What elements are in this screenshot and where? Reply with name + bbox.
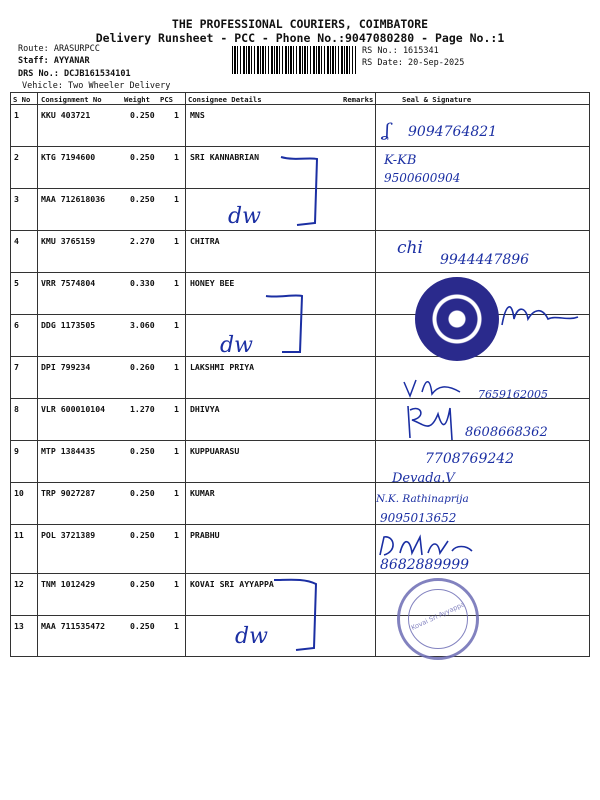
cell-sno: 6: [14, 320, 19, 330]
cell-consignment-no: TNM 1012429: [41, 579, 96, 589]
cell-pcs: 1: [174, 194, 179, 204]
cell-consignee: DHIVYA: [190, 404, 220, 414]
cell-consignee: MNS: [190, 110, 205, 120]
handwritten-mark-row3: dw: [228, 204, 261, 229]
cell-weight: 0.250: [130, 579, 155, 589]
cell-consignment-no: POL 3721389: [41, 530, 96, 540]
cell-sno: 4: [14, 236, 19, 246]
row-divider: [10, 272, 590, 273]
cell-weight: 0.250: [130, 194, 155, 204]
cell-pcs: 1: [174, 152, 179, 162]
cell-sno: 5: [14, 278, 19, 288]
col-header-seal: Seal & Signature: [402, 95, 472, 104]
cell-pcs: 1: [174, 488, 179, 498]
handwritten-name-row10: N.K. Rathinaprija: [376, 493, 469, 505]
staff-label: Staff: AYYANAR: [18, 56, 90, 66]
cell-consignment-no: KMU 3765159: [41, 236, 96, 246]
cell-consignment-no: MAA 712618036: [41, 194, 106, 204]
handwritten-name-row4: chi: [397, 238, 423, 258]
cell-consignee: HONEY BEE: [190, 278, 235, 288]
handwritten-mark-row13: dw: [235, 624, 268, 649]
signature-bracket-row2: [275, 153, 335, 233]
cell-sno: 9: [14, 446, 19, 456]
kovai-sri-ayyappa-stamp: [397, 578, 479, 660]
cell-consignment-no: MAA 711535472: [41, 621, 106, 631]
cell-sno: 12: [14, 579, 24, 589]
handwritten-phone-row9: 7708769242: [425, 451, 515, 467]
cell-weight: 1.270: [130, 404, 155, 414]
row-divider: [10, 146, 590, 147]
row-divider: [10, 482, 590, 483]
cell-pcs: 1: [174, 579, 179, 589]
drs-number: DRS No.: DCJB161534101: [18, 69, 131, 79]
row-divider: [10, 656, 590, 657]
signature-row5: [498, 295, 583, 335]
cell-consignment-no: KKU 403721: [41, 110, 91, 120]
col-header-sno: S No: [13, 95, 31, 104]
cell-consignee: CHITRA: [190, 236, 220, 246]
table-right-border: [589, 92, 590, 656]
signature-row8: [402, 400, 462, 442]
handwritten-name-row2: K-KB: [384, 153, 417, 168]
handwritten-phone-row8: 8608668362: [465, 425, 548, 440]
cell-pcs: 1: [174, 530, 179, 540]
cell-pcs: 1: [174, 621, 179, 631]
cell-pcs: 1: [174, 110, 179, 120]
cell-weight: 0.250: [130, 621, 155, 631]
cell-consignment-no: VRR 7574804: [41, 278, 96, 288]
cell-consignment-no: DDG 1173505: [41, 320, 96, 330]
barcode-image: [232, 46, 356, 74]
route-label: Route: ARASURPCC: [18, 44, 100, 54]
cell-pcs: 1: [174, 362, 179, 372]
cell-weight: 0.250: [130, 488, 155, 498]
table-header-rule: [10, 104, 590, 105]
cell-consignee: KOVAI SRI AYYAPPA: [190, 579, 274, 589]
cell-sno: 13: [14, 621, 24, 631]
signature-row1: ʆ: [384, 120, 390, 141]
rs-date: RS Date: 20-Sep-2025: [362, 58, 465, 68]
handwritten-mark-row6: dw: [220, 333, 253, 358]
rs-number: RS No.: 1615341: [362, 46, 439, 56]
row-divider: [10, 440, 590, 441]
cell-consignment-no: TRP 9027287: [41, 488, 96, 498]
cell-sno: 1: [14, 110, 19, 120]
cell-pcs: 1: [174, 320, 179, 330]
col-header-pcs: PCS: [160, 95, 173, 104]
col-divider: [375, 92, 376, 656]
cell-weight: 0.330: [130, 278, 155, 288]
cell-consignee: LAKSHMI PRIYA: [190, 362, 255, 372]
cell-consignee: KUMAR: [190, 488, 215, 498]
runsheet-subtitle: Delivery Runsheet - PCC - Phone No.:9047080280 - Page No.:1: [95, 31, 505, 45]
cell-consignment-no: MTP 1384435: [41, 446, 96, 456]
col-header-weight: Weight: [124, 95, 150, 104]
cell-consignment-no: DPI 799234: [41, 362, 91, 372]
col-header-consignee: Consignee Details: [188, 95, 262, 104]
cell-sno: 8: [14, 404, 19, 414]
table-left-border: [10, 92, 11, 656]
cell-consignee: PRABHU: [190, 530, 220, 540]
cell-sno: 11: [14, 530, 24, 540]
cell-sno: 2: [14, 152, 19, 162]
cell-pcs: 1: [174, 278, 179, 288]
cell-weight: 0.250: [130, 530, 155, 540]
cell-weight: 0.260: [130, 362, 155, 372]
row-divider: [10, 524, 590, 525]
handwritten-phone-row2: 9500600904: [384, 171, 461, 185]
signature-bracket-row5: [260, 290, 320, 360]
cell-sno: 3: [14, 194, 19, 204]
company-title: THE PROFESSIONAL COURIERS, COIMBATORE: [171, 17, 429, 31]
signature-bracket-row12: [270, 574, 330, 654]
cell-consignment-no: KTG 7194600: [41, 152, 96, 162]
cell-consignment-no: VLR 600010104: [41, 404, 106, 414]
table-top-rule: [10, 92, 590, 93]
cell-pcs: 1: [174, 236, 179, 246]
cell-weight: 0.250: [130, 446, 155, 456]
cell-sno: 10: [14, 488, 24, 498]
vehicle-label: Vehicle: Two Wheeler Delivery: [22, 81, 171, 91]
handwritten-phone-row10: 9095013652: [380, 511, 457, 525]
cell-pcs: 1: [174, 404, 179, 414]
stamp-text: Kovai Sri Ayyappa: [409, 600, 467, 632]
handwritten-phone-row1: 9094764821: [408, 124, 498, 140]
cell-sno: 7: [14, 362, 19, 372]
cell-pcs: 1: [174, 446, 179, 456]
cell-weight: 3.060: [130, 320, 155, 330]
cell-weight: 0.250: [130, 110, 155, 120]
cell-consignee: SRI KANNABRIAN: [190, 152, 260, 162]
handwritten-phone-row7: 7659162005: [478, 388, 548, 401]
col-header-consignment: Consignment No: [41, 95, 102, 104]
cell-consignee: KUPPUARASU: [190, 446, 240, 456]
col-header-remarks: Remarks: [343, 95, 374, 104]
col-divider: [37, 92, 38, 656]
cell-weight: 2.270: [130, 236, 155, 246]
handwritten-phone-row11: 8682889999: [380, 557, 470, 573]
cell-weight: 0.250: [130, 152, 155, 162]
honey-bee-stamp: [415, 277, 499, 361]
handwritten-name-row9: Devada.V: [392, 471, 455, 486]
handwritten-phone-row4: 9944447896: [440, 252, 530, 268]
col-divider: [185, 92, 186, 656]
